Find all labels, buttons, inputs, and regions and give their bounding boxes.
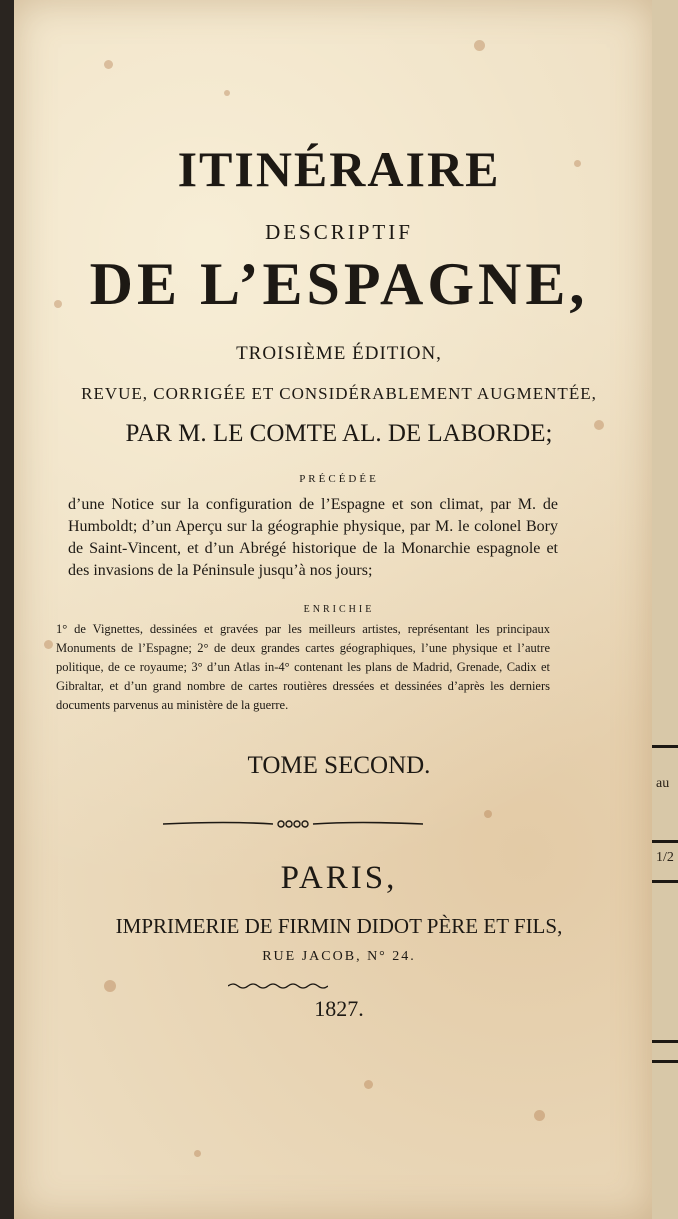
ornamental-rule	[163, 818, 423, 830]
enriched-label: ENRICHIE	[303, 604, 375, 615]
small-ornament	[228, 982, 328, 990]
address-line: RUE JACOB, N° 24.	[262, 949, 416, 964]
title-descriptif: DESCRIPTIF	[265, 220, 413, 244]
printer-line: IMPRIMERIE DE FIRMIN DIDOT PÈRE ET FILS,	[115, 914, 563, 938]
edition-line: TROISIÈME ÉDITION,	[236, 343, 442, 364]
preceded-label: PRÉCÉDÉE	[299, 473, 379, 485]
edge-fragment: 1/2	[656, 850, 674, 865]
edge-fragment: au	[656, 776, 670, 791]
author-line: PAR M. LE COMTE AL. DE LABORDE;	[125, 420, 553, 447]
title-itineraire: ITINÉRAIRE	[177, 141, 501, 197]
volume-title: TOME SECOND.	[247, 752, 431, 779]
revision-line: REVUE, CORRIGÉE ET CONSIDÉRABLEMENT AUGMENTÉE,	[81, 384, 597, 403]
year-line: 1827.	[314, 996, 364, 1021]
title-de-lespagne: DE L’ESPAGNE,	[89, 251, 589, 317]
preceded-text: d’une Notice sur la configuration de l’Espagne et son climat, par M. de Humboldt; d’un Aperçu sur la géographie physique, par M. le colonel Bory de Saint-Vincent, et d’un Abrégé historique de la Monarchie espagnole et des invasions de la Péninsule jusqu’à nos jours;	[68, 496, 558, 579]
enriched-text: 1° de Vignettes, dessinées et gravées par les meilleurs artistes, représentant les principaux Monuments de l’Espagne; 2° de deux grandes cartes géographiques, l’une physique et l’autre politique, de ce royaume; 3° d’un Atlas in-4° contenant les plans de Madrid, Grenade, Cadix et Gibraltar, et d’un grand nombre de cartes routières dressées et dessinées d’après les derniers documents parvenus au ministère de la guerre.	[56, 622, 550, 712]
city-line: PARIS,	[280, 860, 398, 896]
